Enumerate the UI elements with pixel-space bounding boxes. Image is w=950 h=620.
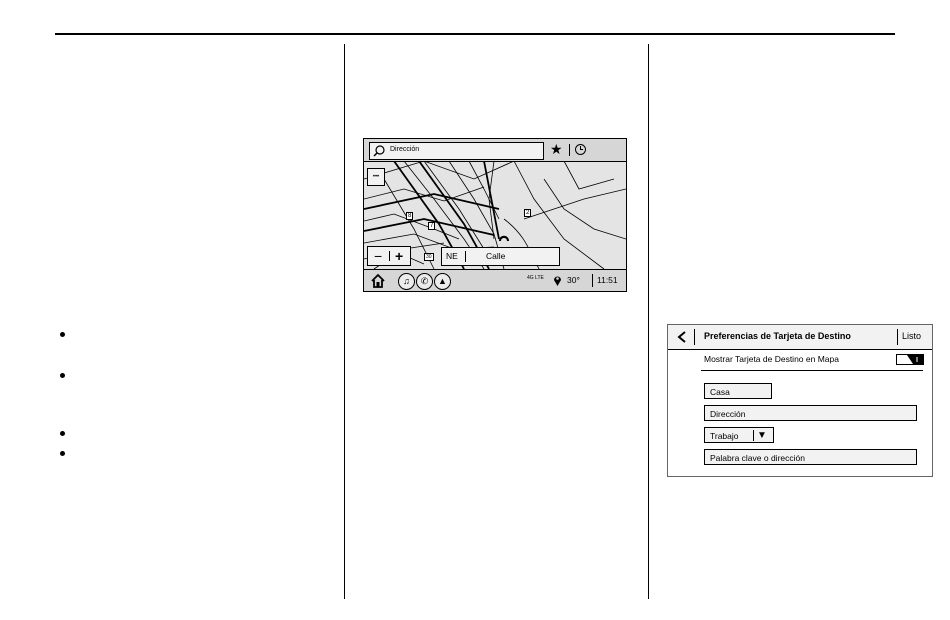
- vehicle-icon: [499, 236, 509, 241]
- dialog-title: Preferencias de Tarjeta de Destino: [704, 331, 851, 341]
- zoom-out-button[interactable]: −: [374, 248, 383, 264]
- heading-label: NE: [446, 251, 458, 261]
- divider: [465, 251, 466, 262]
- toggle-on-indicator: [897, 355, 923, 364]
- show-card-label: Mostrar Tarjeta de Destino en Mapa: [704, 354, 839, 364]
- location-pin-icon: [553, 274, 562, 287]
- clock-label: 11:51: [597, 275, 618, 285]
- done-button[interactable]: Listo: [902, 331, 922, 341]
- dropdown-arrow-icon[interactable]: ▼: [757, 430, 767, 441]
- bullet: [60, 373, 65, 378]
- bullet: [60, 431, 65, 436]
- separator: [701, 370, 923, 371]
- divider: [592, 274, 593, 287]
- divider: [694, 329, 695, 345]
- home-icon[interactable]: [370, 273, 386, 288]
- work-dropdown[interactable]: [704, 427, 774, 443]
- back-arrow-icon[interactable]: [677, 331, 687, 343]
- zoom-in-button[interactable]: +: [395, 248, 404, 264]
- more-options-button[interactable]: •••: [367, 168, 385, 186]
- audio-icon[interactable]: ♫: [398, 273, 415, 290]
- search-input[interactable]: [369, 142, 544, 160]
- bullet: [60, 332, 65, 337]
- divider: [569, 144, 570, 156]
- navigation-screen: [363, 138, 627, 292]
- column-divider-left: [344, 44, 345, 599]
- address-field[interactable]: Dirección: [704, 405, 917, 421]
- divider: [897, 329, 898, 345]
- street-label: Calle: [486, 251, 506, 261]
- route-shield: 7: [430, 223, 434, 229]
- zoom-control: [367, 246, 411, 266]
- divider: [753, 430, 754, 441]
- star-icon[interactable]: ★: [550, 141, 563, 157]
- temperature-label: 30°: [567, 275, 580, 285]
- search-icon: [373, 145, 385, 157]
- dialog-header: [668, 325, 932, 350]
- search-placeholder: Dirección: [390, 146, 420, 153]
- nav-top-bar: [364, 139, 626, 162]
- network-indicator: 4G LTE: [527, 275, 544, 281]
- recent-clock-icon[interactable]: [574, 143, 587, 156]
- navigation-icon[interactable]: ▲: [434, 273, 451, 290]
- heading-street-bar: [441, 247, 560, 266]
- divider: [389, 251, 390, 261]
- show-card-toggle[interactable]: [896, 354, 924, 365]
- destination-preferences-dialog: [667, 324, 933, 477]
- bullet: [60, 451, 65, 456]
- home-field[interactable]: Casa: [704, 383, 772, 399]
- route-shield: 30: [426, 254, 432, 260]
- work-label: Trabajo: [710, 431, 739, 441]
- keyword-field[interactable]: Palabra clave o dirección: [704, 449, 917, 465]
- status-bar: [364, 269, 626, 292]
- route-shield: 8: [408, 213, 412, 219]
- phone-icon[interactable]: ✆: [416, 273, 433, 290]
- top-rule: [55, 33, 895, 35]
- route-shield: 2: [526, 210, 530, 216]
- column-divider-right: [648, 44, 649, 599]
